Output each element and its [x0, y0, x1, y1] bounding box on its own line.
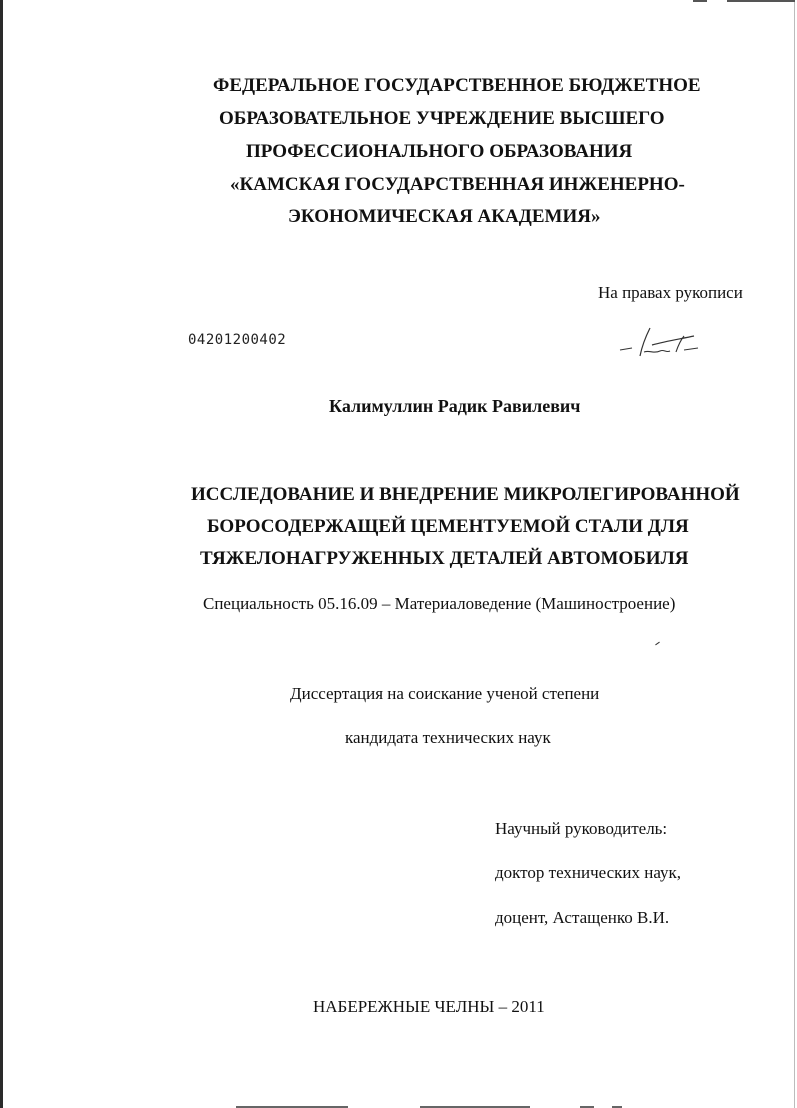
- scan-right-edge: [794, 0, 795, 1108]
- scan-top-mark: [693, 0, 707, 2]
- thesis-title-line: ТЯЖЕЛОНАГРУЖЕННЫХ ДЕТАЛЕЙ АВТОМОБИЛЯ: [200, 548, 689, 569]
- institution-line: ПРОФЕССИОНАЛЬНОГО ОБРАЗОВАНИЯ: [246, 141, 633, 162]
- thesis-title-line: БОРОСОДЕРЖАЩЕЙ ЦЕМЕНТУЕМОЙ СТАЛИ ДЛЯ: [207, 516, 689, 537]
- author-name: Калимуллин Радик Равилевич: [329, 396, 581, 416]
- handwritten-signature: [618, 326, 700, 362]
- city-year: НАБЕРЕЖНЫЕ ЧЕЛНЫ – 2011: [313, 997, 545, 1016]
- registration-number: 04201200402: [188, 332, 287, 348]
- dissertation-line: Диссертация на соискание ученой степени: [290, 684, 600, 703]
- supervisor-line: доцент, Астащенко В.И.: [495, 908, 670, 927]
- manuscript-note: На правах рукописи: [598, 283, 743, 302]
- thesis-title-line: ИССЛЕДОВАНИЕ И ВНЕДРЕНИЕ МИКРОЛЕГИРОВАННОЙ: [191, 484, 740, 505]
- scan-top-mark: [727, 0, 795, 2]
- institution-line: ЭКОНОМИЧЕСКАЯ АКАДЕМИЯ»: [288, 206, 601, 227]
- scan-speck: [655, 642, 660, 646]
- scan-left-edge: [0, 0, 3, 1108]
- institution-line: ОБРАЗОВАТЕЛЬНОЕ УЧРЕЖДЕНИЕ ВЫСШЕГО: [219, 108, 665, 129]
- supervisor-line: Научный руководитель:: [495, 819, 668, 838]
- institution-line: «КАМСКАЯ ГОСУДАРСТВЕННАЯ ИНЖЕНЕРНО-: [230, 174, 685, 195]
- specialty: Специальность 05.16.09 – Материаловедение (Машиностроение): [203, 594, 676, 613]
- dissertation-line: кандидата технических наук: [345, 728, 551, 747]
- institution-line: ФЕДЕРАЛЬНОЕ ГОСУДАРСТВЕННОЕ БЮДЖЕТНОЕ: [213, 75, 701, 96]
- supervisor-line: доктор технических наук,: [495, 863, 682, 882]
